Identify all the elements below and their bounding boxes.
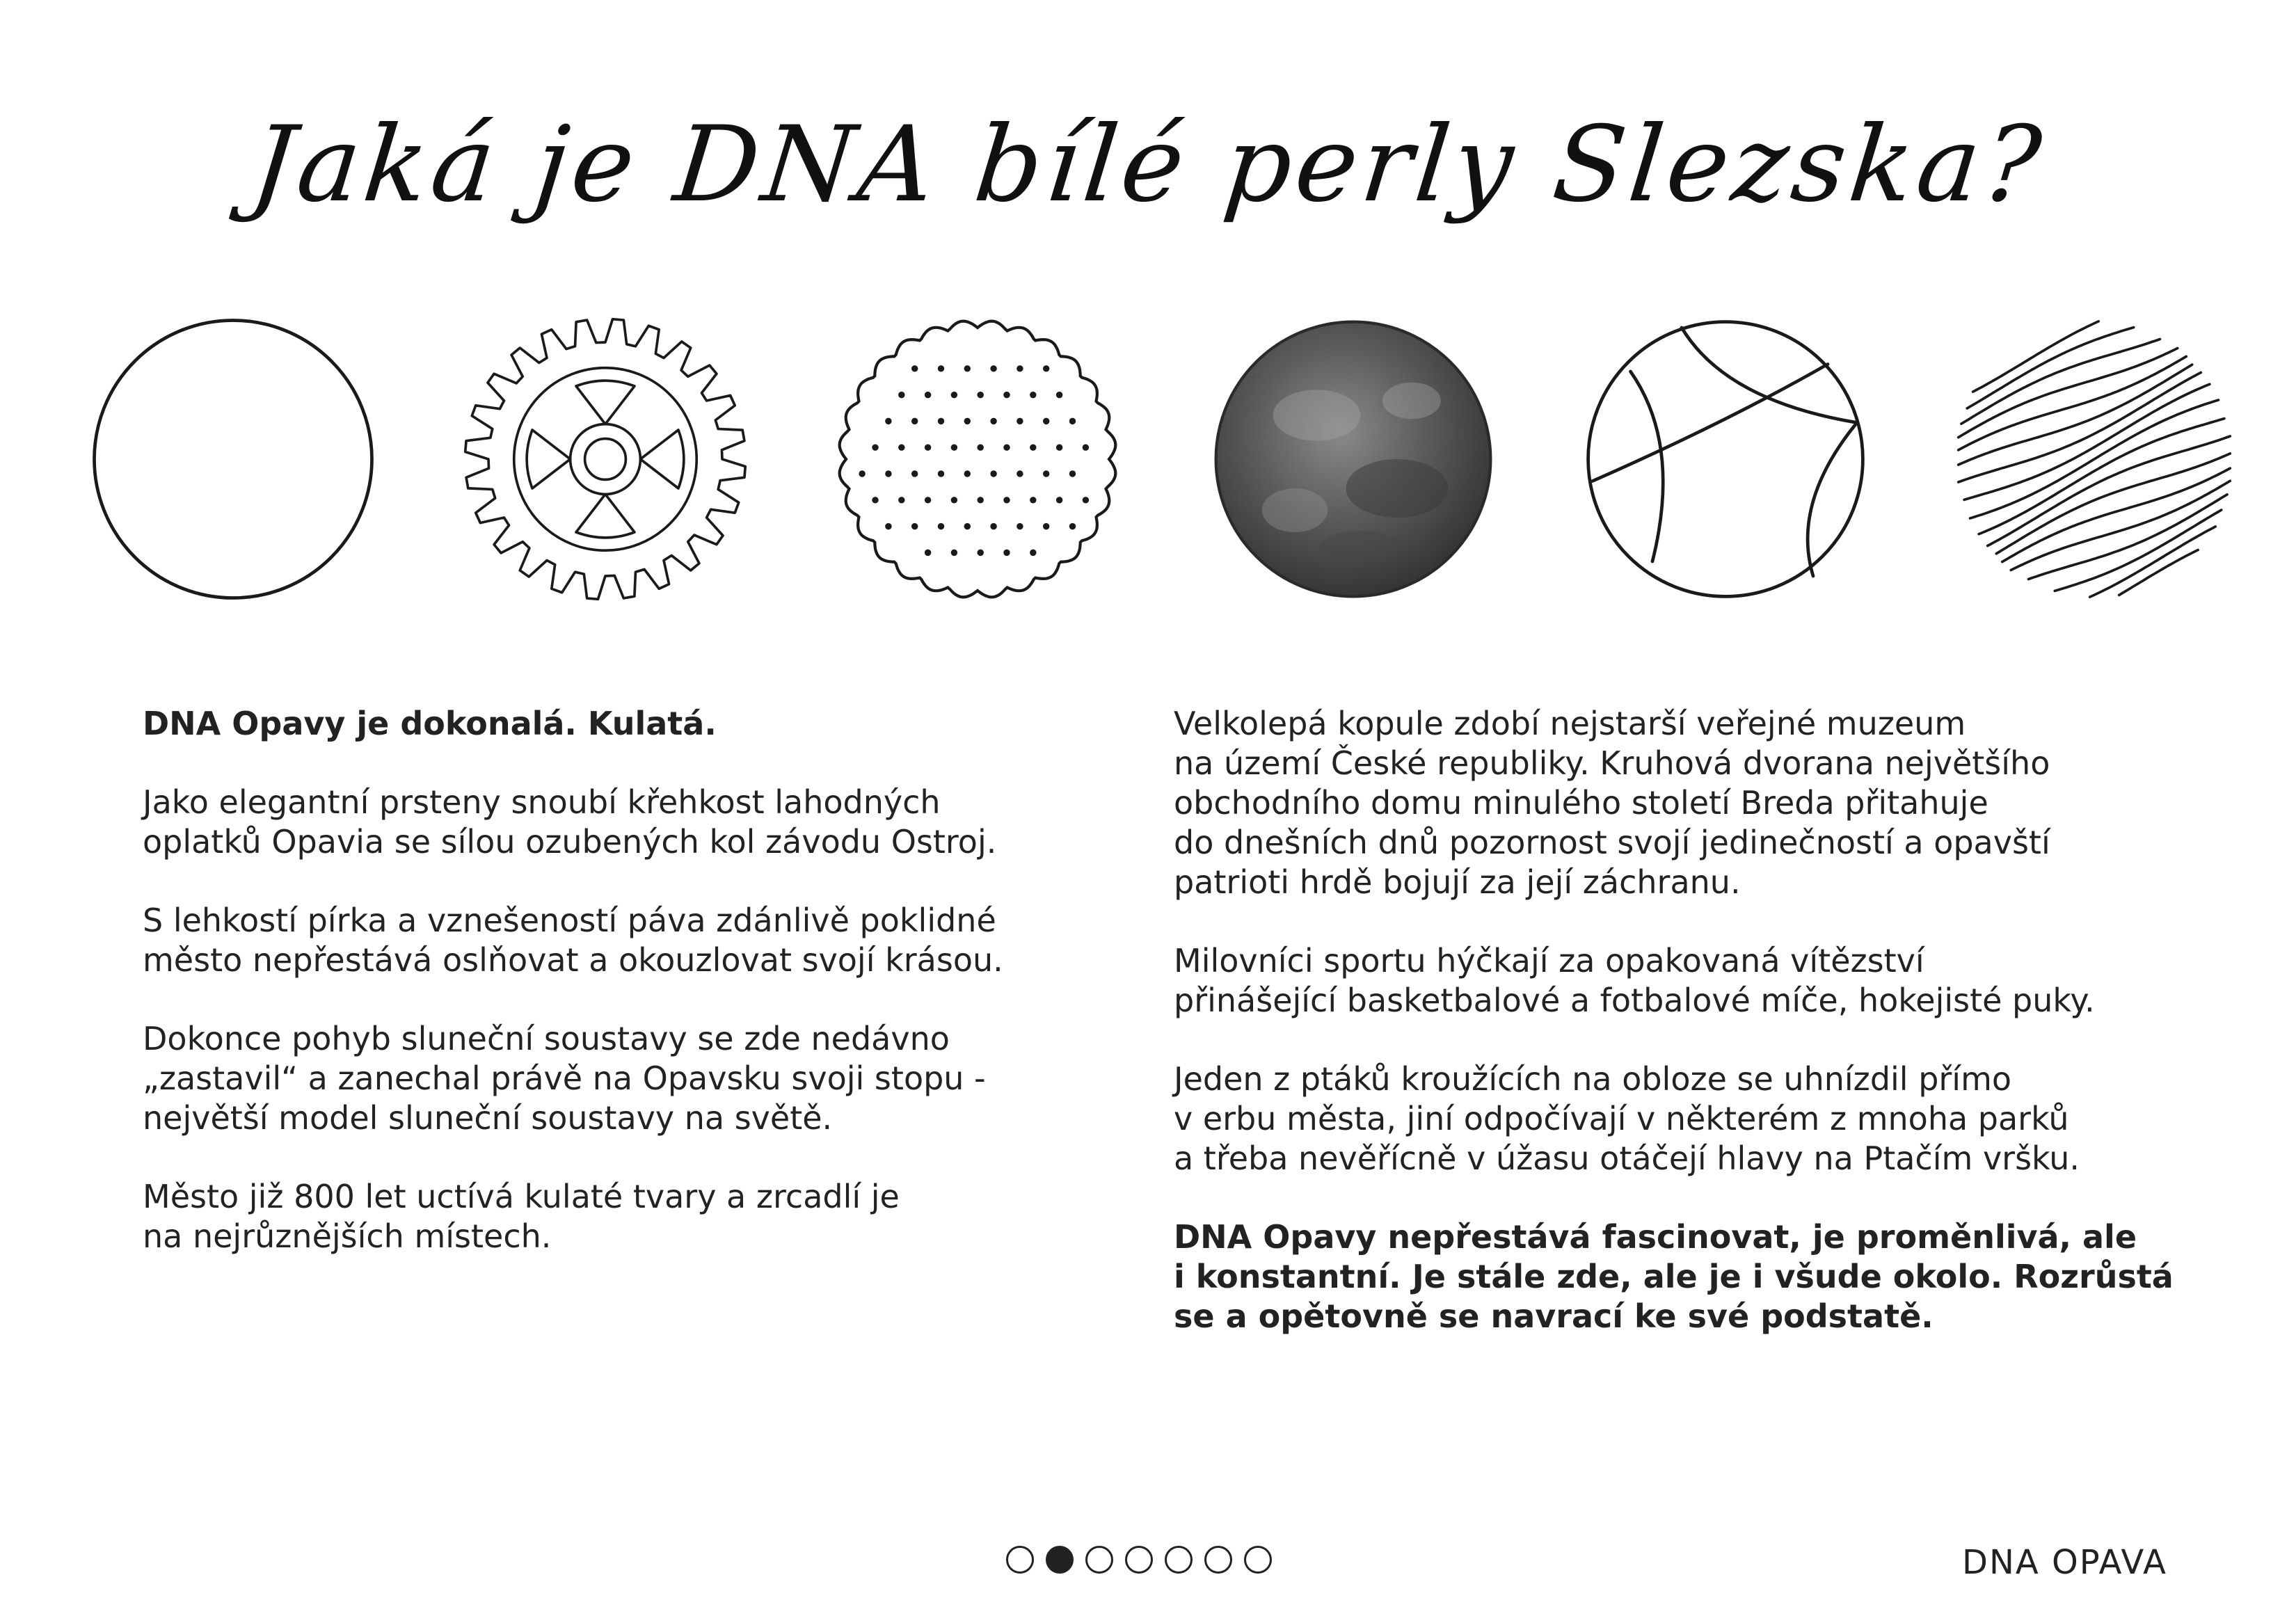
left-text-column [143,704,1131,1295]
page-dot-1[interactable] [1006,1546,1034,1574]
footer-brand: DNA OPAVA [1962,1543,2167,1582]
textured-planet-icon [1207,313,1499,605]
left-heading: DNA Opavy je dokonalá. Kulatá. [143,705,717,742]
ring-circle-icon [87,313,379,605]
left-paragraph-1: Jako elegantní prsteny snoubí křehkost lahodných oplatků Opavia se sílou ozubených kol závodu Ostroj. [143,783,997,861]
page-dot-5[interactable] [1165,1546,1193,1574]
right-text-column [1174,704,2183,1375]
page-dot-3[interactable] [1085,1546,1113,1574]
right-closing-paragraph: DNA Opavy nepřestává fascinovat, je proměnlivá, ale i konstantní. Je stále zde, ale je i všude okolo. Rozrůstá se a opětovně se navrací ke své podstatě. [1174,1218,2174,1335]
left-paragraph-4: Město již 800 let uctívá kulaté tvary a zrcadlí je na nejrůznějších místech. [143,1178,900,1255]
page-indicator [1006,1546,1272,1576]
page-dot-7[interactable] [1244,1546,1272,1574]
left-paragraph-2: S lehkostí pírka a vznešeností páva zdánlivě poklidné město nepřestává oslňovat a okouzlovat svojí krásou. [143,902,1003,979]
right-paragraph-1: Velkolepá kopule zdobí nejstarší veřejné muzeum na území České republiky. Kruhová dvorana největšího obchodního domu minulého století Breda přitahuje do dnešních dnů pozornost svojí jedinečností a opavští patrioti hrdě bojují za její záchranu. [1174,705,2050,901]
basketball-icon [1579,313,1872,605]
page-dot-2[interactable] [1046,1546,1074,1574]
gear-wheel-icon [459,313,751,605]
page-title: Jaká je DNA bílé perly Slezska? [246,104,2050,225]
left-paragraph-3: Dokonce pohyb sluneční soustavy se zde nedávno „zastavil“ a zanechal právě na Opavsku svoji stopu - největší model sluneční soustavy na světě. [143,1020,986,1137]
feather-hatched-icon [1948,313,2240,605]
right-paragraph-2: Milovníci sportu hýčkají za opakovaná vítězství přinášející basketbalové a fotbalové míče, hokejisté puky. [1174,942,2095,1019]
page-dot-6[interactable] [1204,1546,1232,1574]
page-dot-4[interactable] [1125,1546,1153,1574]
right-paragraph-3: Jeden z ptáků kroužících na obloze se uhnízdil přímo v erbu města, jiní odpočívají v některém z mnoha parků a třeba nevěřícně v úžasu otáčejí hlavy na Ptačím vršku. [1174,1060,2080,1177]
wafer-dotted-icon [831,313,1124,605]
